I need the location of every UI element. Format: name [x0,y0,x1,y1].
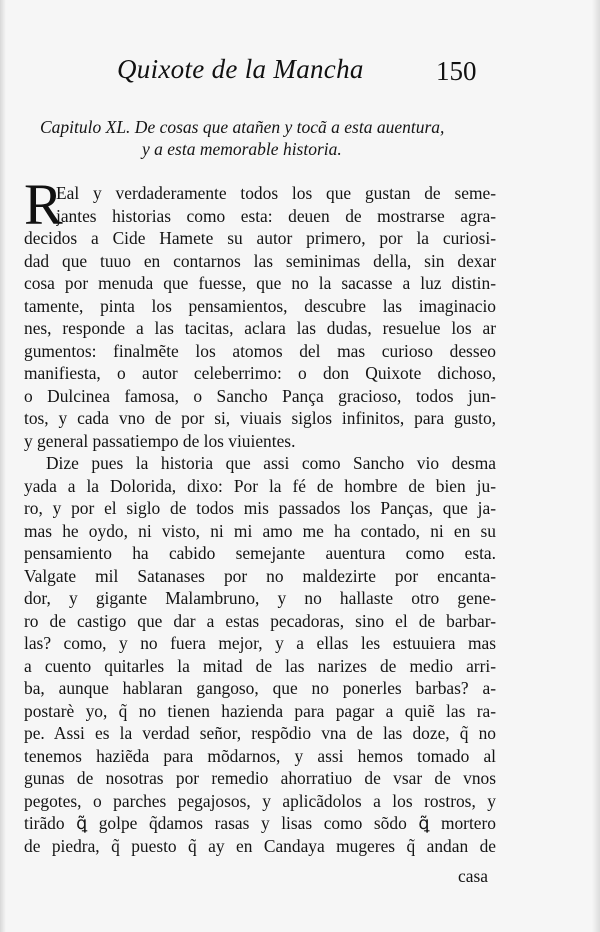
text-line: manifiesta, o autor celeberrimo: o don Quixote dichoso, [24,363,496,383]
chapter-heading-line-1: Capitulo XL. De cosas que atañen y tocã a esta auentura, [40,117,445,137]
text-line: dad que tuuo en contarnos las seminimas della, sin dexar [24,250,496,271]
text-line: pe. Assi es la verdad señor, respõdio vna de las doze, q̃ no [24,723,496,743]
text-line: yada a la Dolorida, dixo: Por la fé de hombre de bien ju- [24,475,496,496]
text-line: dor, y gigante Malambruno, y no hallaste otro gene- [24,588,496,608]
text-line: decidos a Cide Hamete su autor primero, por la curiosi- [24,228,496,248]
text-line: tenemos haziẽda para mõdarnos, y assi hemos tomado al [24,745,496,766]
text-line: mas he oydo, ni visto, ni mi amo me ha contado, ni en su [24,520,496,541]
text-line: postarè yo, q̃ no tienen hazienda para pagar a quiẽ las ra- [24,700,496,721]
text-line: tos, y cada vno de por si, viuais siglos infinitos, para gusto, [24,408,496,428]
text-line: y general passatiempo de los viuientes. [24,430,296,451]
text-line: gunas de nosotras por remedio ahorratiuo de vsar de vnos [24,768,496,788]
text-line: a cuento quitarles la mitad de las narizes de medio arri- [24,655,496,676]
text-line: Eal y verdaderamente todos los que gustan de seme- [56,183,496,203]
text-line: ro, y por el siglo de todos mis passados los Panças, que ja- [24,498,496,518]
page-right-edge-shadow [592,0,600,932]
text-line: ba, aunque hablaran gangoso, que no ponerles barbas? a- [24,678,496,698]
text-line: cosa por menuda que fuesse, que no la sacasse a luz distin- [24,273,496,293]
text-line: o Dulcinea famosa, o Sancho Pança gracioso, todos jun- [24,385,496,406]
catchword: casa [458,866,488,886]
text-line: jantes historias como esta: deuen de mostrarse agra- [56,205,496,226]
text-line: gumentos: finalmẽte los atomos del mas curioso desseo [24,340,496,361]
text-line: de piedra, q̃ puesto q̃ ay en Candaya mugeres q̃ andan de [24,835,496,856]
text-line: Dize pues la historia que assi como Sancho vio desma [46,453,496,473]
text-line: nes, responde a las tacitas, aclara las dudas, resuelue los ar [24,318,496,338]
text-line: pegotes, o parches pegajosos, y aplicãdolos a los rostros, y [24,790,496,811]
drop-capital: R [24,172,63,237]
chapter-heading-line-2: y a esta memorable historia. [142,139,342,159]
text-line: tirãdo ꝗ̃ golpe q̃damos rasas y lisas como sõdo ꝗ̃ mortero [24,813,496,833]
text-line: Valgate mil Satanases por no maldezirte por encanta- [24,565,496,586]
text-line: pensamiento ha cabido semejante auentura como esta. [24,543,496,563]
text-line: ro de castigo que dar a estas pecadoras, sino el de barbar- [24,610,496,631]
text-line: tamente, pinta los pensamientos, descubre las imaginacio [24,295,496,316]
chapter-heading [40,116,470,160]
body-text [24,182,496,857]
running-title: Quixote de la Mancha [117,54,364,84]
page-number: 150 [436,56,477,86]
page-left-edge-shadow [0,0,6,932]
text-line: las? como, y no fuera mejor, y a ellas les estuuiera mas [24,633,496,653]
